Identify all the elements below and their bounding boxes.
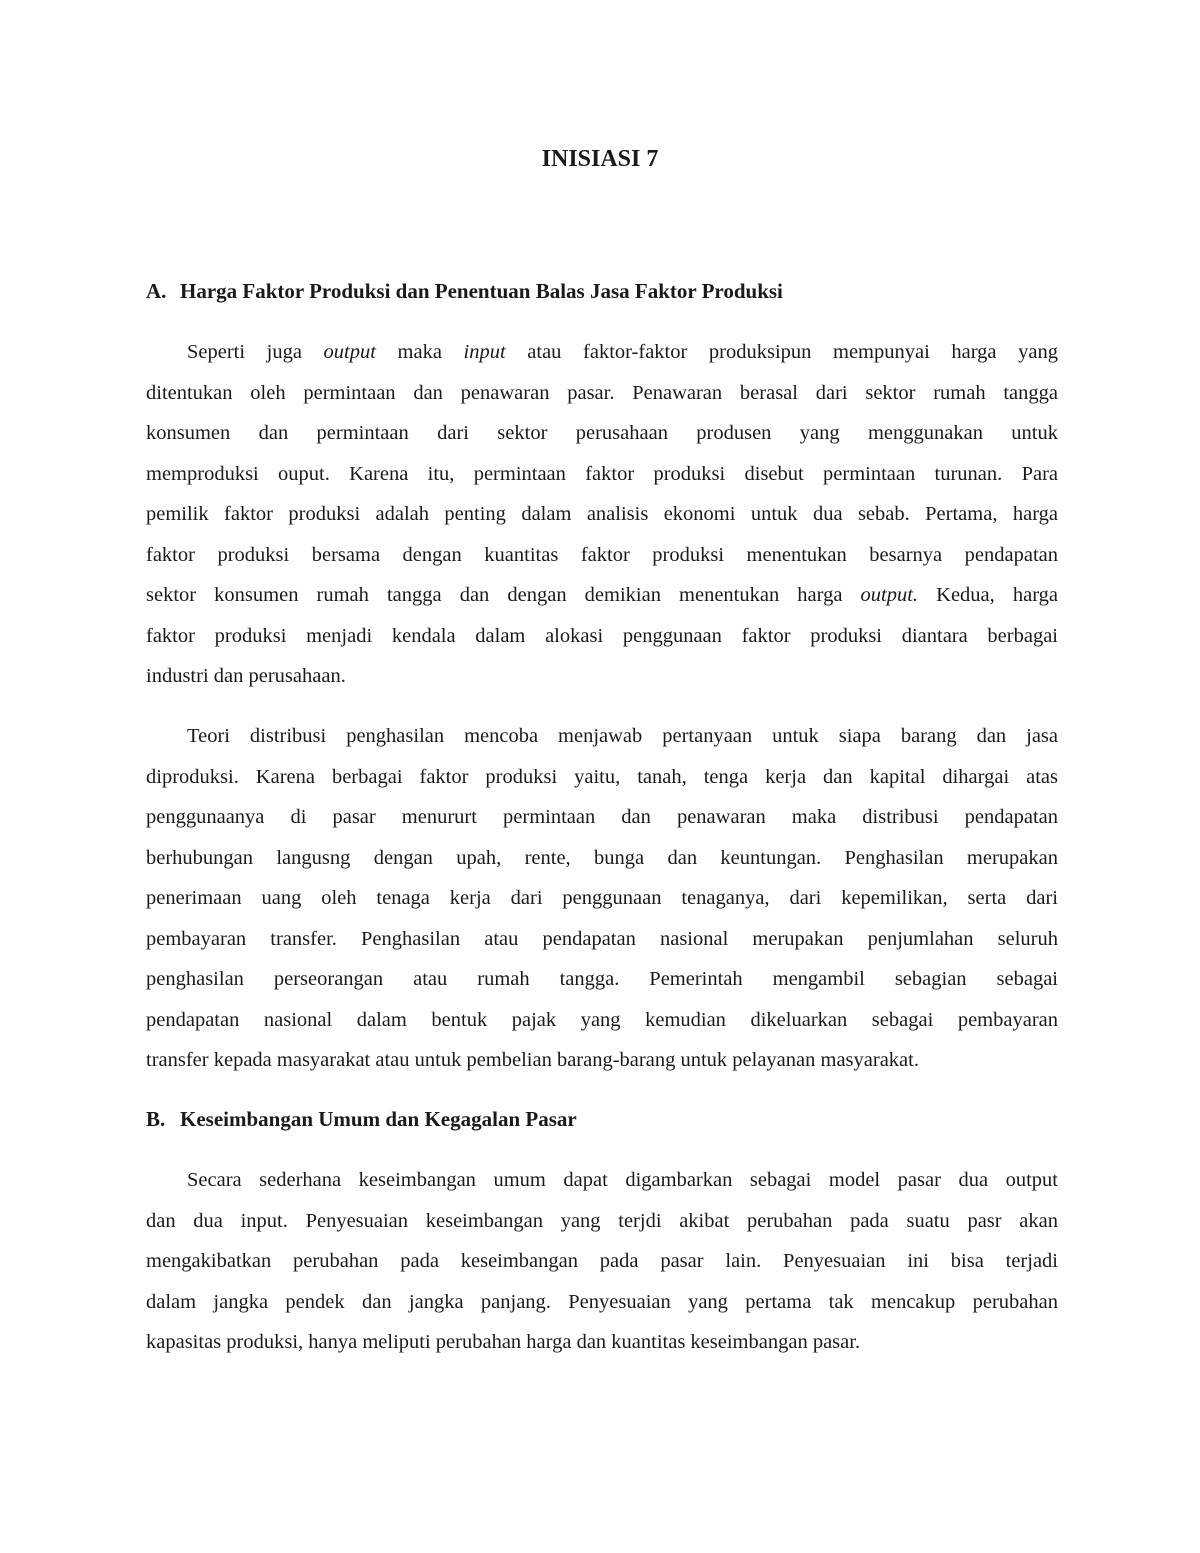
text-line: dalam jangka pendek dan jangka panjang. Penyesuaian yang pertama tak mencakup perubahan — [146, 1290, 1058, 1313]
text-line: berhubungan langusng dengan upah, rente, bunga dan keuntungan. Penghasilan merupakan — [146, 846, 1058, 869]
text-line: pembayaran transfer. Penghasilan atau pendapatan nasional merupakan penjumlahan seluruh — [146, 927, 1058, 950]
text-line: penghasilan perseorangan atau rumah tangga. Pemerintah mengambil sebagian sebagai — [146, 968, 1058, 990]
text-line: penerimaan uang oleh tenaga kerja dari penggunaan tenaganya, dari kepemilikan, serta dari — [146, 887, 1058, 909]
section-a-paragraph-1 — [146, 332, 1058, 697]
section-b-heading — [146, 1105, 1066, 1133]
page-title: INISIASI 7 — [541, 146, 659, 172]
text-line: faktor produksi bersama dengan kuantitas faktor produksi menentukan besarnya pendapatan — [146, 543, 1058, 566]
section-b-letter: B. — [146, 1107, 166, 1131]
text-line: memproduksi ouput. Karena itu, permintaan faktor produksi disebut permintaan turunan. Para — [146, 462, 1058, 485]
section-a-paragraph-2 — [146, 716, 1058, 1081]
italic-term: input — [463, 341, 506, 363]
text-line: pemilik faktor produksi adalah penting dalam analisis ekonomi untuk dua sebab. Pertama, harga — [146, 503, 1058, 525]
section-a-title: Harga Faktor Produksi dan Penentuan Balas Jasa Faktor Produksi — [180, 279, 783, 303]
text-line: ditentukan oleh permintaan dan penawaran pasar. Penawaran berasal dari sektor rumah tangga — [146, 381, 1058, 404]
text-line: sektor konsumen rumah tangga dan dengan demikian menentukan harga output. Kedua, harga — [146, 584, 1059, 606]
italic-term: output — [323, 341, 376, 363]
text-line: transfer kepada masyarakat atau untuk pembelian barang-barang untuk pelayanan masyarakat. — [146, 1049, 919, 1071]
text-line: konsumen dan permintaan dari sektor perusahaan produsen yang menggunakan untuk — [146, 422, 1058, 444]
text-line: penggunaanya di pasar menururt permintaan dan penawaran maka distribusi pendapatan — [146, 806, 1058, 828]
section-b-title: Keseimbangan Umum dan Kegagalan Pasar — [180, 1107, 577, 1131]
section-a-heading — [146, 277, 1066, 305]
section-a-letter: A. — [146, 279, 167, 303]
text-line: Seperti juga output maka input atau faktor-faktor produksipun mempunyai harga yang — [187, 341, 1058, 363]
section-b-paragraph-1 — [146, 1160, 1058, 1363]
text-line: kapasitas produksi, hanya meliputi perubahan harga dan kuantitas keseimbangan pasar. — [146, 1331, 861, 1353]
text-line: pendapatan nasional dalam bentuk pajak yang kemudian dikeluarkan sebagai pembayaran — [146, 1008, 1058, 1031]
text-line: Teori distribusi penghasilan mencoba menjawab pertanyaan untuk siapa barang dan jasa — [187, 725, 1058, 747]
italic-term: output. — [860, 584, 919, 606]
text-line: Secara sederhana keseimbangan umum dapat digambarkan sebagai model pasar dua output — [187, 1169, 1058, 1191]
text-line: faktor produksi menjadi kendala dalam alokasi penggunaan faktor produksi diantara berbagai — [146, 624, 1058, 647]
text-line: industri dan perusahaan. — [146, 665, 346, 687]
text-line: dan dua input. Penyesuaian keseimbangan yang terjdi akibat perubahan pada suatu pasr akan — [146, 1209, 1058, 1232]
text-line: diproduksi. Karena berbagai faktor produksi yaitu, tanah, tenga kerja dan kapital dihargai atas — [146, 765, 1058, 788]
text-line: mengakibatkan perubahan pada keseimbangan pada pasar lain. Penyesuaian ini bisa terjadi — [146, 1250, 1058, 1272]
